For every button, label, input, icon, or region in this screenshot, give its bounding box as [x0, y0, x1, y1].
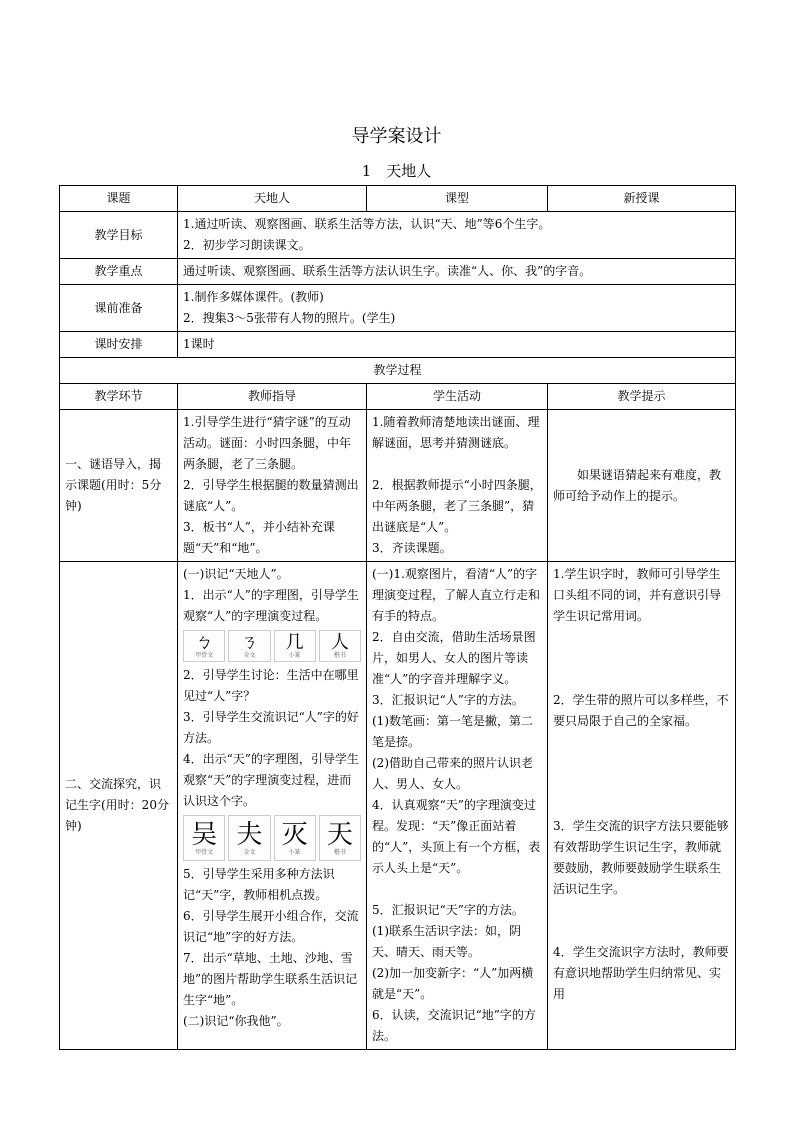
ren-glyph-label: 金文: [243, 651, 256, 659]
tian-glyph-label: 甲骨文: [195, 848, 214, 856]
tian-glyph-seal: [274, 815, 316, 861]
tip-2-line-2: 2．学生带的照片可以多样些，不要只局限于自己的全家福。: [553, 693, 729, 728]
document-title: 导学案设计: [351, 126, 442, 147]
hours-value: 1课时: [178, 332, 736, 358]
ren-glyph-label: 楷书: [333, 651, 346, 659]
stage-2-tips: [548, 562, 736, 1050]
teacher-1-line-3: 3．板书“人”，并小结补充课题“天”和“地”。: [183, 520, 335, 555]
ren-glyph-seal: [274, 630, 316, 662]
stage-1-teacher: [178, 410, 367, 562]
label-prep: 课前准备: [60, 285, 178, 332]
teacher-2c-line-2: 6．引导学生展开小组合作，交流识记“地”字的好方法。: [183, 909, 359, 944]
student-2-line-3: 3．汇报识记“人”字的方法。: [372, 693, 524, 707]
teacher-2b-line-3: 4．出示“天”的字理图，引导学生观察“天”的字理演变过程，进而认识这个字。: [183, 752, 359, 808]
row-hours: [60, 332, 736, 358]
lesson-plan-table: [59, 185, 736, 1050]
ren-glyph-char: 人: [330, 631, 349, 653]
tian-glyph-char: 天: [326, 819, 353, 850]
prep-line-1: 1.制作多媒体课件。(教师): [183, 290, 324, 304]
row-focus: [60, 259, 736, 285]
tian-glyph-oracle: [183, 815, 225, 861]
stage-1-student: [367, 410, 548, 562]
label-type: 课型: [367, 186, 548, 212]
teacher-2c-line-1: 5．引导学生采用多种方法识记“天”字，教师相机点拨。: [183, 867, 335, 902]
tian-evolution-image: [183, 815, 361, 861]
tian-glyph-bronze: [228, 815, 270, 861]
prep-line-2: 2．搜集3～5张带有人物的照片。(学生): [183, 311, 396, 325]
teacher-1-line-2: 2．引导学生根据腿的数量猜测出谜底“人”。: [183, 478, 359, 513]
col-header-teacher: 教师指导: [178, 384, 367, 410]
goal-line-1: 1.通过听读、观察图画、联系生活等方法，认识“天、地”等6个生字。: [183, 217, 551, 231]
student-2-line-4: (1)数笔画：第一笔是撇，第二笔是捺。: [372, 714, 533, 749]
ren-glyph-char: ㄋ: [240, 631, 259, 653]
student-2-line-9: (2)加一加变新字：“人”加两横就是“天”。: [372, 966, 534, 1001]
ren-glyph-label: 小篆: [288, 651, 301, 659]
row-goal: [60, 212, 736, 259]
student-2-line-5: (2)借助自己带来的照片认识老人、男人、女人。: [372, 756, 533, 791]
stage-2-label: 二、交流探究，识记生字(用时：20分钟): [60, 562, 178, 1050]
stage-1-label: 一、谜语导入，揭示课题(用时：5分钟): [60, 410, 178, 562]
teacher-2c-line-4: (二)识记“你我他”。: [183, 1014, 289, 1028]
tip-2-line-4: 4．学生交流识字方法时，教师要有意识地帮助学生归纳常见、实用: [553, 945, 729, 1001]
label-hours: 课时安排: [60, 332, 178, 358]
teacher-2b-line-1: 2．引导学生讨论：生活中在哪里见过“人”字？: [183, 668, 359, 703]
tian-glyph-char: 灭: [281, 819, 308, 850]
row-process-header: [60, 358, 736, 384]
prep-cell: [178, 285, 736, 332]
process-header: 教学过程: [60, 358, 736, 384]
teacher-2b-line-2: 3．引导学生交流识记“人”字的好方法。: [183, 710, 359, 745]
topic-value: 天地人: [178, 186, 367, 212]
student-2-line-7: 5．汇报识记“天”字的方法。: [372, 903, 524, 917]
tian-glyph-label: 楷书: [333, 848, 346, 856]
ren-glyph-label: 甲骨文: [195, 651, 214, 659]
stage-2-student: [367, 562, 548, 1050]
tian-glyph-char: 吴: [191, 819, 218, 850]
ren-glyph-bronze: [228, 630, 270, 662]
tian-glyph-regular: [319, 815, 361, 861]
tip-2-line-1: 1.学生识字时，教师可引导学生口头组不同的词，并有意识引导学生识记常用词。: [553, 567, 722, 623]
ren-evolution-image: [183, 630, 361, 662]
label-goal: 教学目标: [60, 212, 178, 259]
goal-line-2: 2．初步学习朗读课文。: [183, 238, 311, 252]
focus-value: 通过听读、观察图画、联系生活等方法认识生字。读准“人、你、我”的字音。: [178, 259, 736, 285]
stage-2-teacher: [178, 562, 367, 1050]
teacher-2a-line-1: (一)识记“天地人”。: [183, 567, 289, 581]
student-1-line-3: 3．齐读课题。: [372, 541, 452, 555]
stage-1-tip: 如果谜语猜起来有难度，教师可给予动作上的提示。: [548, 410, 736, 562]
teacher-1-line-1: 1.引导学生进行“猜字谜”的互动活动。谜面：小时四条腿，中年两条腿，老了三条腿。: [183, 415, 352, 471]
row-stage-2: [60, 562, 736, 1050]
tian-glyph-char: 夫: [236, 819, 263, 850]
type-value: 新授课: [548, 186, 736, 212]
student-2-line-2: 2．自由交流，借助生活场景图片，如男人、女人的图片等读准“人”的字音并理解字义。: [372, 630, 536, 686]
col-header-tip: 教学提示: [548, 384, 736, 410]
student-2-line-8: (1)联系生活识字法：如，阴天、晴天、雨天等。: [372, 924, 521, 959]
label-focus: 教学重点: [60, 259, 178, 285]
label-topic: 课题: [60, 186, 178, 212]
row-column-headers: [60, 384, 736, 410]
tian-glyph-label: 小篆: [288, 848, 301, 856]
row-prep: [60, 285, 736, 332]
ren-glyph-oracle: [183, 630, 225, 662]
lesson-title: 1 天地人: [361, 162, 432, 180]
col-header-student: 学生活动: [367, 384, 548, 410]
goal-cell: [178, 212, 736, 259]
teacher-2c-line-3: 7．出示“草地、土地、沙地、雪地”的图片帮助学生联系生活识记生字“地”。: [183, 951, 358, 1007]
col-header-stage: 教学环节: [60, 384, 178, 410]
student-1-line-1: 1.随着教师清楚地读出谜面、理解谜面，思考并猜测谜底。: [372, 415, 540, 450]
student-2-line-1: (一)1.观察图片，看清“人”的字理演变过程，了解人直立行走和有手的特点。: [372, 567, 541, 623]
ren-glyph-char: 几: [285, 631, 304, 653]
row-topic: [60, 186, 736, 212]
tian-glyph-label: 金文: [243, 848, 256, 856]
student-2-line-10: 6．认读，交流识记“地”字的方法。: [372, 1008, 536, 1043]
ren-glyph-regular: [319, 630, 361, 662]
ren-glyph-char: ㄅ: [195, 631, 214, 653]
student-1-line-2: 2．根据教师提示“小时四条腿，中年两条腿，老了三条腿”，猜出谜底是“人”。: [372, 478, 542, 534]
student-2-line-6: 4．认真观察“天”的字理演变过程。发现：“天”像正面站着的“人”，头顶上有一个方框，表示人头上是“天”。: [372, 798, 541, 875]
tip-2-line-3: 3．学生交流的识字方法只要能够有效帮助学生识记生字，教师就要鼓励，教师要鼓励学生联系生活识记生字。: [553, 819, 729, 896]
teacher-2a-line-2: 1．出示“人”的字理图，引导学生观察“人”的字理演变过程。: [183, 588, 359, 623]
row-stage-1: [60, 410, 736, 562]
